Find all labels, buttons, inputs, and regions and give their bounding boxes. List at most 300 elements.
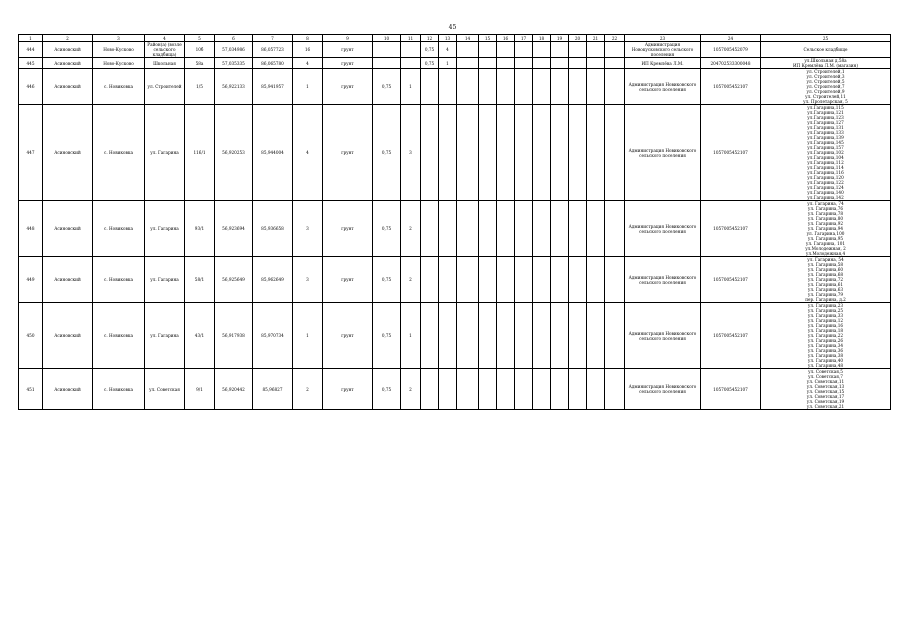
table-cell: 449 bbox=[19, 257, 43, 303]
table-cell: 3 bbox=[293, 201, 323, 257]
table-cell: 56,922133 bbox=[215, 69, 253, 105]
table-cell: 2 bbox=[401, 257, 421, 303]
table-row bbox=[19, 105, 891, 201]
table-cell: Асиновский bbox=[43, 105, 93, 201]
address-line: ул. Гагарина, 101 bbox=[805, 241, 846, 246]
address-line: ул. Гагарина,60 bbox=[807, 267, 844, 272]
served-addresses-cell bbox=[761, 303, 891, 369]
table-cell bbox=[497, 105, 515, 201]
table-cell: 56,925649 bbox=[215, 257, 253, 303]
table-cell bbox=[457, 201, 479, 257]
table-cell: 204702533300048 bbox=[701, 58, 761, 69]
table-cell bbox=[569, 303, 587, 369]
table-cell: 450 bbox=[19, 303, 43, 369]
table-cell: 1/5 bbox=[185, 69, 215, 105]
table-cell bbox=[605, 303, 625, 369]
address-line: ул.Гагарина,140 bbox=[807, 190, 844, 195]
registry-table bbox=[18, 34, 891, 410]
table-cell: Асиновский bbox=[43, 303, 93, 369]
address-line: ул. Гагарина,34 bbox=[807, 343, 844, 348]
table-cell bbox=[457, 42, 479, 58]
address-line: ул. Гагарина, 54 bbox=[807, 257, 844, 262]
address-line: ул.Гагарина,124 bbox=[807, 185, 844, 190]
table-cell bbox=[515, 42, 533, 58]
table-cell bbox=[569, 257, 587, 303]
table-cell: грунт bbox=[323, 201, 373, 257]
column-number-row bbox=[19, 35, 891, 42]
column-number-13: 13 bbox=[439, 35, 457, 42]
table-cell: с. Новиковка bbox=[93, 201, 145, 257]
address-line: ул. Гагарина,61 bbox=[807, 282, 844, 287]
table-cell: 1057005452107 bbox=[701, 257, 761, 303]
table-cell bbox=[373, 58, 401, 69]
table-cell: 86,057723 bbox=[253, 42, 293, 58]
address-line: ул. Гагарина,23 bbox=[807, 303, 844, 308]
table-body bbox=[19, 42, 891, 410]
table-cell: 86,065780 bbox=[253, 58, 293, 69]
table-cell bbox=[587, 257, 605, 303]
table-cell: 1057005452107 bbox=[701, 105, 761, 201]
table-cell: 56,920253 bbox=[215, 105, 253, 201]
table-cell bbox=[587, 369, 605, 410]
address-line: ул.Гагарина,120 bbox=[807, 175, 844, 180]
table-cell bbox=[533, 69, 551, 105]
table-cell bbox=[497, 257, 515, 303]
table-cell: 1 bbox=[439, 58, 457, 69]
table-cell bbox=[551, 369, 569, 410]
table-cell bbox=[479, 201, 497, 257]
table-cell: ИП Кремлёва Л.М. bbox=[625, 58, 701, 69]
address-line: ул.Молодежная, 2 bbox=[805, 246, 846, 251]
address-line: ул.Гагарина,145 bbox=[807, 140, 844, 145]
table-cell bbox=[587, 105, 605, 201]
table-cell: ул. Гагарина bbox=[145, 257, 185, 303]
column-number-23: 23 bbox=[625, 35, 701, 42]
table-cell: грунт bbox=[323, 105, 373, 201]
address-line: ул.Гагарина,104 bbox=[807, 155, 844, 160]
table-cell bbox=[479, 58, 497, 69]
address-line: ул. Советская,5 bbox=[808, 369, 843, 374]
table-cell: 1057005452107 bbox=[701, 201, 761, 257]
address-line: ул.Гагарина,102 bbox=[807, 150, 844, 155]
address-line: ул. Гагарина,79 bbox=[807, 292, 844, 297]
table-row bbox=[19, 69, 891, 105]
table-cell bbox=[551, 42, 569, 58]
table-cell: 445 bbox=[19, 58, 43, 69]
address-line: ул.Гагарина,139 bbox=[807, 135, 844, 140]
column-number-16: 16 bbox=[497, 35, 515, 42]
table-cell bbox=[515, 201, 533, 257]
table-cell bbox=[551, 303, 569, 369]
address-line: ул. Гагарина,58 bbox=[807, 262, 844, 267]
table-cell bbox=[457, 303, 479, 369]
table-cell: 85,96827 bbox=[253, 369, 293, 410]
table-cell bbox=[421, 369, 439, 410]
table-cell bbox=[533, 257, 551, 303]
table-cell: 3 bbox=[293, 257, 323, 303]
column-number-6: 6 bbox=[215, 35, 253, 42]
table-row bbox=[19, 257, 891, 303]
table-row bbox=[19, 303, 891, 369]
table-cell: с. Новиковка bbox=[93, 105, 145, 201]
table-cell bbox=[515, 105, 533, 201]
column-number-4: 4 bbox=[145, 35, 185, 42]
address-line: ул. Гагарина,95 bbox=[807, 236, 844, 241]
address-line: ул. Советская,15 bbox=[806, 389, 845, 394]
column-number-19: 19 bbox=[551, 35, 569, 42]
table-cell: 1 bbox=[293, 69, 323, 105]
address-line: ул. Гагарина,16 bbox=[807, 323, 844, 328]
table-cell bbox=[497, 303, 515, 369]
table-cell bbox=[457, 58, 479, 69]
address-line: ул. Гагарина,38 bbox=[807, 353, 844, 358]
table-cell: Администрация Новиковского сельского поселения bbox=[625, 69, 701, 105]
address-line: ул. Советская,11 bbox=[806, 379, 845, 384]
table-cell: 0,75 bbox=[373, 369, 401, 410]
table-cell: грунт bbox=[323, 257, 373, 303]
column-number-17: 17 bbox=[515, 35, 533, 42]
table-cell: 4 bbox=[293, 58, 323, 69]
address-line: ул. Советская,21 bbox=[806, 404, 845, 409]
address-line: ул. Гагарина,92 bbox=[807, 221, 844, 226]
column-number-1: 1 bbox=[19, 35, 43, 42]
address-line: ул. Гагарина,80 bbox=[807, 216, 844, 221]
table-cell: грунт bbox=[323, 369, 373, 410]
table-cell: 1057005452107 bbox=[701, 303, 761, 369]
table-cell: 57,035335 bbox=[215, 58, 253, 69]
table-cell bbox=[587, 58, 605, 69]
table-cell bbox=[439, 105, 457, 201]
table-cell: 2 bbox=[401, 201, 421, 257]
table-cell: ул. Гагарина bbox=[145, 303, 185, 369]
table-cell bbox=[497, 58, 515, 69]
table-cell bbox=[457, 369, 479, 410]
served-addresses-cell bbox=[761, 257, 891, 303]
table-cell bbox=[605, 69, 625, 105]
table-cell bbox=[605, 201, 625, 257]
table-cell: 2 bbox=[293, 369, 323, 410]
address-line: ул. Гагарина,36 bbox=[807, 348, 844, 353]
address-line: ул.Гагарина,131 bbox=[807, 125, 844, 130]
column-number-8: 8 bbox=[293, 35, 323, 42]
table-cell bbox=[533, 58, 551, 69]
address-line: ул.Гагарина,142 bbox=[807, 195, 844, 200]
address-line: ул. Гагарина,18 bbox=[807, 328, 844, 333]
table-cell: 9/1 bbox=[185, 369, 215, 410]
table-cell: 1057005452107 bbox=[701, 69, 761, 105]
table-cell: Школьная bbox=[145, 58, 185, 69]
table-cell bbox=[497, 369, 515, 410]
column-number-18: 18 bbox=[533, 35, 551, 42]
table-cell bbox=[439, 303, 457, 369]
table-cell: 56,917938 bbox=[215, 303, 253, 369]
column-number-12: 12 bbox=[421, 35, 439, 42]
table-cell: 10б bbox=[185, 42, 215, 58]
address-line: ул. Гагарина,100 bbox=[806, 231, 845, 236]
table-cell: Ново-Кусково bbox=[93, 58, 145, 69]
table-cell bbox=[401, 58, 421, 69]
table-cell: Администрация Новиковского сельского поселения bbox=[625, 257, 701, 303]
address-line: ул.Гагарина,157 bbox=[807, 145, 844, 150]
served-addresses-cell bbox=[761, 58, 891, 69]
table-cell: грунт bbox=[323, 58, 373, 69]
column-number-10: 10 bbox=[373, 35, 401, 42]
column-number-25: 25 bbox=[761, 35, 891, 42]
column-number-22: 22 bbox=[605, 35, 625, 42]
table-cell: 0,75 bbox=[373, 105, 401, 201]
table-cell: 0,75 bbox=[373, 303, 401, 369]
address-line: ИП Кремлёва Л.М. (магазин) bbox=[793, 63, 858, 68]
table-cell bbox=[587, 303, 605, 369]
address-line: ул. Строителей,3 bbox=[806, 74, 845, 79]
table-cell bbox=[605, 42, 625, 58]
table-cell: с. Новиковка bbox=[93, 69, 145, 105]
table-cell bbox=[479, 257, 497, 303]
column-number-5: 5 bbox=[185, 35, 215, 42]
table-cell bbox=[605, 257, 625, 303]
table-cell bbox=[497, 201, 515, 257]
address-line: ул.Гагарина,123 bbox=[807, 115, 844, 120]
table-cell: Асиновский bbox=[43, 42, 93, 58]
served-addresses-cell bbox=[761, 105, 891, 201]
table-row bbox=[19, 42, 891, 58]
table-cell: Администрация Новиковского сельского поселения bbox=[625, 369, 701, 410]
address-line: Сельское кладбище bbox=[803, 47, 848, 52]
table-row bbox=[19, 201, 891, 257]
address-line: ул. Строителей,7 bbox=[806, 84, 845, 89]
table-cell bbox=[421, 105, 439, 201]
served-addresses-cell bbox=[761, 69, 891, 105]
table-cell: грунт bbox=[323, 69, 373, 105]
table-cell: Администрация Новиковского сельского поселения bbox=[625, 303, 701, 369]
address-line: ул. Гагарина,76 bbox=[807, 206, 844, 211]
table-cell: 0,75 bbox=[373, 69, 401, 105]
table-cell bbox=[497, 69, 515, 105]
table-cell bbox=[569, 201, 587, 257]
table-cell: с. Новиковка bbox=[93, 369, 145, 410]
address-line: ул.Гагарина,122 bbox=[807, 180, 844, 185]
table-cell: 1057005452107 bbox=[701, 369, 761, 410]
column-number-2: 2 bbox=[43, 35, 93, 42]
table-cell bbox=[497, 42, 515, 58]
address-line: ул. Пролетарская, 5 bbox=[803, 99, 848, 104]
column-number-20: 20 bbox=[569, 35, 587, 42]
table-cell bbox=[569, 369, 587, 410]
table-cell: ул. Гагарина bbox=[145, 201, 185, 257]
table-cell: 3 bbox=[401, 105, 421, 201]
table-cell bbox=[421, 303, 439, 369]
column-number-21: 21 bbox=[587, 35, 605, 42]
address-line: ул. Гагарина,12 bbox=[807, 318, 844, 323]
table-cell: 116/1 bbox=[185, 105, 215, 201]
address-line: пер. Гагарина, д.2 bbox=[805, 297, 846, 302]
table-cell bbox=[551, 257, 569, 303]
address-line: ул. Советская,13 bbox=[806, 384, 845, 389]
column-number-11: 11 bbox=[401, 35, 421, 42]
table-cell bbox=[457, 105, 479, 201]
address-line: ул. Советская,7 bbox=[808, 374, 843, 379]
table-cell bbox=[439, 69, 457, 105]
served-addresses-cell bbox=[761, 201, 891, 257]
table-cell: Район(а) (возле сельского кладбища) bbox=[145, 42, 185, 58]
address-line: ул. Строителей,1 bbox=[806, 69, 845, 74]
table-cell: 57,034986 bbox=[215, 42, 253, 58]
table-cell bbox=[401, 42, 421, 58]
table-cell: 85,962649 bbox=[253, 257, 293, 303]
table-cell: 56,923694 bbox=[215, 201, 253, 257]
table-cell bbox=[457, 69, 479, 105]
table-cell: Асиновский bbox=[43, 369, 93, 410]
address-line: ул.Школьная д.58а bbox=[804, 58, 847, 63]
table-cell: 447 bbox=[19, 105, 43, 201]
table-cell: Администрация Новиковского сельского поселения bbox=[625, 105, 701, 201]
table-cell bbox=[439, 369, 457, 410]
table-cell: Асиновский bbox=[43, 58, 93, 69]
table-cell: грунт bbox=[323, 303, 373, 369]
table-cell bbox=[587, 69, 605, 105]
address-line: ул. Советская,17 bbox=[806, 394, 845, 399]
table-cell bbox=[515, 69, 533, 105]
table-cell: Администрация Новокусковского сельского поселения bbox=[625, 42, 701, 58]
table-cell: Ново-Кусково bbox=[93, 42, 145, 58]
table-cell bbox=[421, 201, 439, 257]
table-cell bbox=[479, 69, 497, 105]
table-cell bbox=[587, 201, 605, 257]
table-cell bbox=[605, 58, 625, 69]
table-cell bbox=[421, 69, 439, 105]
address-line: ул.Молодежная,4 bbox=[805, 251, 846, 256]
address-line: ул.Гагарина,116 bbox=[807, 170, 844, 175]
table-cell bbox=[533, 42, 551, 58]
table-cell: ул. Строителей bbox=[145, 69, 185, 105]
table-cell: Асиновский bbox=[43, 201, 93, 257]
table-cell bbox=[479, 42, 497, 58]
table-cell: 56,920442 bbox=[215, 369, 253, 410]
address-line: ул. Строителей,5 bbox=[806, 79, 845, 84]
table-cell bbox=[569, 42, 587, 58]
table-cell bbox=[479, 303, 497, 369]
table-cell bbox=[533, 201, 551, 257]
table-cell: 451 bbox=[19, 369, 43, 410]
table-cell bbox=[569, 58, 587, 69]
address-line: ул. Гагарина,68 bbox=[807, 272, 844, 277]
address-line: ул.Гагарина,133 bbox=[807, 130, 844, 135]
table-cell bbox=[551, 201, 569, 257]
table-cell: Администрация Новиковского сельского поселения bbox=[625, 201, 701, 257]
table-cell: 446 bbox=[19, 69, 43, 105]
column-number-3: 3 bbox=[93, 35, 145, 42]
column-number-15: 15 bbox=[479, 35, 497, 42]
table-cell: Асиновский bbox=[43, 257, 93, 303]
address-line: ул. Гагарина,40 bbox=[807, 358, 844, 363]
table-cell: 2 bbox=[401, 369, 421, 410]
table-cell: 0,75 bbox=[373, 201, 401, 257]
table-cell: 4 bbox=[439, 42, 457, 58]
served-addresses-cell bbox=[761, 369, 891, 410]
table-cell bbox=[421, 257, 439, 303]
table-cell: 58/1 bbox=[185, 257, 215, 303]
address-line: ул. Советская,19 bbox=[806, 399, 845, 404]
address-line: ул.Гагарина,112 bbox=[807, 160, 844, 165]
column-number-14: 14 bbox=[457, 35, 479, 42]
table-cell bbox=[551, 58, 569, 69]
column-number-9: 9 bbox=[323, 35, 373, 42]
table-cell: грунт bbox=[323, 42, 373, 58]
table-cell bbox=[551, 69, 569, 105]
table-cell: 0,75 bbox=[421, 42, 439, 58]
page-number: 45 bbox=[448, 24, 457, 31]
table-cell: Асиновский bbox=[43, 69, 93, 105]
table-cell: с. Новиковка bbox=[93, 303, 145, 369]
table-cell bbox=[439, 257, 457, 303]
table-cell bbox=[515, 303, 533, 369]
table-row bbox=[19, 58, 891, 69]
table-cell: 1057005452079 bbox=[701, 42, 761, 58]
address-line: ул. Гагарина,78 bbox=[807, 211, 844, 216]
table-cell: ул. Гагарина bbox=[145, 105, 185, 201]
table-cell: с. Новиковка bbox=[93, 257, 145, 303]
address-line: ул. Гагарина,22 bbox=[807, 333, 844, 338]
table-cell: 1 bbox=[401, 69, 421, 105]
address-line: ул.Гагарина,127 bbox=[807, 120, 844, 125]
address-line: ул. Гагарина, 74 bbox=[807, 201, 844, 206]
address-line: ул. Гагарина,26 bbox=[807, 338, 844, 343]
table-cell: 0,75 bbox=[373, 257, 401, 303]
column-number-7: 7 bbox=[253, 35, 293, 42]
table-cell bbox=[515, 369, 533, 410]
table-cell: 85,936658 bbox=[253, 201, 293, 257]
address-line: ул. Строителей,9 bbox=[806, 89, 845, 94]
table-cell bbox=[605, 369, 625, 410]
address-line: ул. Гагарина,33 bbox=[807, 313, 844, 318]
table-cell bbox=[479, 369, 497, 410]
table-cell bbox=[605, 105, 625, 201]
table-cell: 43/1 bbox=[185, 303, 215, 369]
table-cell bbox=[551, 105, 569, 201]
table-cell bbox=[439, 201, 457, 257]
address-line: ул. Гагарина,94 bbox=[807, 226, 844, 231]
table-cell bbox=[457, 257, 479, 303]
table-cell: 85,970734 bbox=[253, 303, 293, 369]
table-cell bbox=[479, 105, 497, 201]
address-line: ул. Гагарина,63 bbox=[807, 287, 844, 292]
table-cell: 448 bbox=[19, 201, 43, 257]
address-line: ул.Гагарина,121 bbox=[807, 110, 844, 115]
address-line: ул. Гагарина,25 bbox=[807, 308, 844, 313]
table-cell bbox=[515, 257, 533, 303]
table-cell: 444 bbox=[19, 42, 43, 58]
table-cell: 4 bbox=[293, 105, 323, 201]
table-cell: 1 bbox=[293, 303, 323, 369]
table-cell bbox=[515, 58, 533, 69]
table-cell: 0,75 bbox=[421, 58, 439, 69]
table-cell: 85,944004 bbox=[253, 105, 293, 201]
table-cell bbox=[533, 105, 551, 201]
table-cell bbox=[587, 42, 605, 58]
table-row bbox=[19, 369, 891, 410]
address-line: ул. Гагарина,48 bbox=[807, 363, 844, 368]
address-line: ул. Строителей,11 bbox=[805, 94, 846, 99]
table-cell: 58а bbox=[185, 58, 215, 69]
table-cell bbox=[569, 105, 587, 201]
table-cell: 16 bbox=[293, 42, 323, 58]
table-cell: 93/1 bbox=[185, 201, 215, 257]
table-cell bbox=[569, 69, 587, 105]
address-line: ул.Гагарина,114 bbox=[807, 165, 844, 170]
address-line: ул.Гагарина,115 bbox=[807, 105, 844, 110]
table-cell bbox=[533, 369, 551, 410]
table-cell: ул. Советская bbox=[145, 369, 185, 410]
